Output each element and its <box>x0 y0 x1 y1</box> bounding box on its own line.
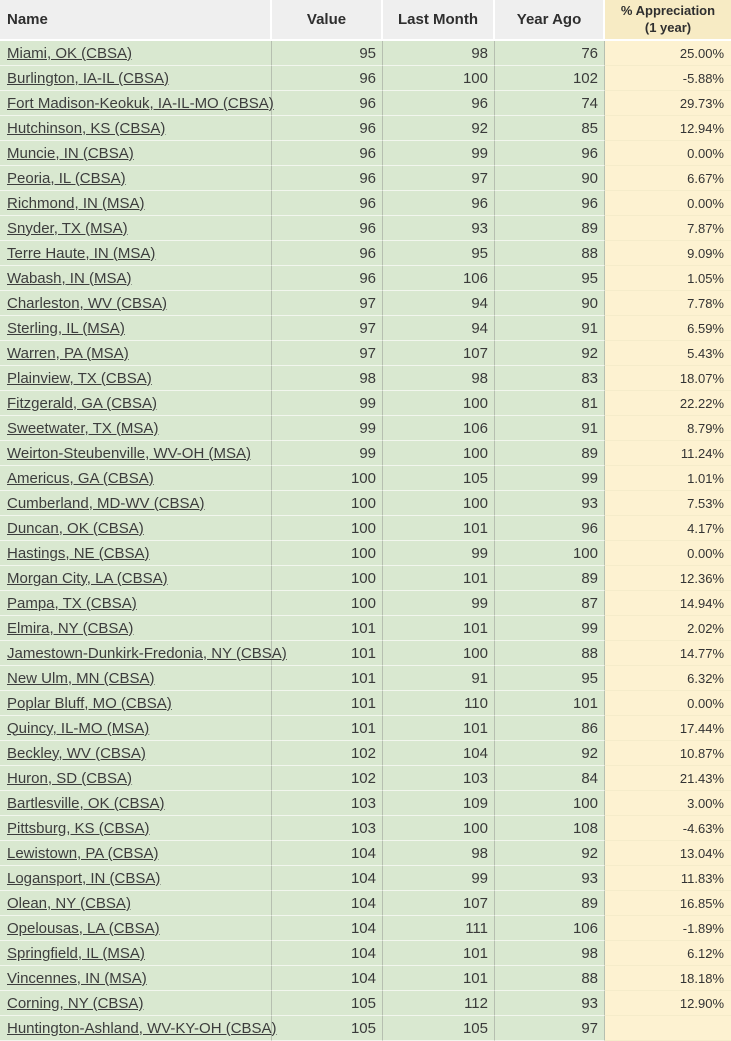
cell-last-month: 99 <box>383 591 495 616</box>
cell-name <box>0 416 272 441</box>
cell-name <box>0 816 272 841</box>
cell-year-ago: 95 <box>495 666 605 691</box>
region-link[interactable]: Elmira, NY (CBSA) <box>7 619 134 637</box>
cell-value: 104 <box>272 916 383 941</box>
cell-value: 96 <box>272 191 383 216</box>
cell-appreciation <box>605 1016 731 1041</box>
cell-year-ago: 89 <box>495 566 605 591</box>
cell-year-ago: 88 <box>495 641 605 666</box>
cell-last-month: 100 <box>383 816 495 841</box>
cell-value: 96 <box>272 141 383 166</box>
cell-last-month: 93 <box>383 216 495 241</box>
cell-name <box>0 916 272 941</box>
cell-name <box>0 116 272 141</box>
region-link[interactable]: Fitzgerald, GA (CBSA) <box>7 394 158 412</box>
cell-name <box>0 391 272 416</box>
cell-last-month: 110 <box>383 691 495 716</box>
table-row <box>0 741 731 766</box>
cell-value: 101 <box>272 691 383 716</box>
cell-year-ago: 98 <box>495 941 605 966</box>
region-link[interactable]: Warren, PA (MSA) <box>7 344 129 362</box>
cell-appreciation: 11.24% <box>605 441 731 466</box>
region-link[interactable]: Burlington, IA-IL (CBSA) <box>7 69 170 87</box>
region-link[interactable]: Logansport, IN (CBSA) <box>7 869 161 887</box>
region-link[interactable]: Beckley, WV (CBSA) <box>7 744 146 762</box>
table-row <box>0 991 731 1016</box>
cell-appreciation: -5.88% <box>605 66 731 91</box>
cell-appreciation: -4.63% <box>605 816 731 841</box>
region-link[interactable]: Bartlesville, OK (CBSA) <box>7 794 165 812</box>
table-row <box>0 816 731 841</box>
cell-last-month: 105 <box>383 466 495 491</box>
table-row <box>0 716 731 741</box>
cell-last-month: 100 <box>383 391 495 416</box>
cell-value: 100 <box>272 566 383 591</box>
cell-year-ago: 93 <box>495 491 605 516</box>
cell-last-month: 99 <box>383 866 495 891</box>
cell-year-ago: 93 <box>495 866 605 891</box>
cell-name <box>0 316 272 341</box>
cell-appreciation: 11.83% <box>605 866 731 891</box>
cell-name <box>0 441 272 466</box>
region-link[interactable]: Olean, NY (CBSA) <box>7 894 131 912</box>
region-link[interactable]: Morgan City, LA (CBSA) <box>7 569 168 587</box>
cell-last-month: 100 <box>383 441 495 466</box>
table-row <box>0 966 731 991</box>
region-link[interactable]: Vincennes, IN (MSA) <box>7 969 147 987</box>
cell-name <box>0 491 272 516</box>
cell-year-ago: 101 <box>495 691 605 716</box>
table-row <box>0 191 731 216</box>
cell-appreciation: 12.36% <box>605 566 731 591</box>
table-row <box>0 91 731 116</box>
column-header-year-ago: Year Ago <box>495 0 605 41</box>
region-link[interactable]: Sweetwater, TX (MSA) <box>7 419 159 437</box>
table-row <box>0 316 731 341</box>
cell-value: 96 <box>272 66 383 91</box>
table-row <box>0 241 731 266</box>
cell-value: 96 <box>272 116 383 141</box>
cell-appreciation: 6.67% <box>605 166 731 191</box>
cell-name <box>0 741 272 766</box>
cell-value: 99 <box>272 391 383 416</box>
region-link[interactable]: Muncie, IN (CBSA) <box>7 144 134 162</box>
cell-appreciation: 29.73% <box>605 91 731 116</box>
cell-year-ago: 90 <box>495 166 605 191</box>
table-row <box>0 166 731 191</box>
cell-year-ago: 85 <box>495 116 605 141</box>
header-row <box>0 0 731 41</box>
region-link[interactable]: Plainview, TX (CBSA) <box>7 369 152 387</box>
cell-name <box>0 366 272 391</box>
cell-name <box>0 716 272 741</box>
region-link[interactable]: Hastings, NE (CBSA) <box>7 544 150 562</box>
cell-value: 100 <box>272 516 383 541</box>
cell-appreciation: 0.00% <box>605 191 731 216</box>
cell-name <box>0 166 272 191</box>
cell-year-ago: 96 <box>495 516 605 541</box>
cell-appreciation: 22.22% <box>605 391 731 416</box>
region-link[interactable]: Charleston, WV (CBSA) <box>7 294 168 312</box>
cell-last-month: 96 <box>383 91 495 116</box>
cell-last-month: 94 <box>383 316 495 341</box>
table-row <box>0 666 731 691</box>
cell-name <box>0 266 272 291</box>
cell-appreciation: 21.43% <box>605 766 731 791</box>
cell-last-month: 98 <box>383 841 495 866</box>
cell-value: 105 <box>272 1016 383 1041</box>
region-link[interactable]: Cumberland, MD-WV (CBSA) <box>7 494 205 512</box>
table-row <box>0 766 731 791</box>
cell-name <box>0 791 272 816</box>
table-row <box>0 916 731 941</box>
cell-name <box>0 41 272 66</box>
cell-last-month: 103 <box>383 766 495 791</box>
cell-name <box>0 566 272 591</box>
region-link[interactable]: Huron, SD (CBSA) <box>7 769 133 787</box>
cell-name <box>0 516 272 541</box>
cell-year-ago: 91 <box>495 416 605 441</box>
cell-value: 103 <box>272 816 383 841</box>
table-row <box>0 216 731 241</box>
region-link[interactable]: Weirton-Steubenville, WV-OH (MSA) <box>7 444 251 462</box>
table-row <box>0 41 731 66</box>
table-row <box>0 341 731 366</box>
region-link[interactable]: Fort Madison-Keokuk, IA-IL-MO (CBSA) <box>7 94 274 112</box>
cell-value: 101 <box>272 616 383 641</box>
cell-value: 97 <box>272 341 383 366</box>
cell-value: 95 <box>272 41 383 66</box>
cell-last-month: 107 <box>383 341 495 366</box>
cell-year-ago: 83 <box>495 366 605 391</box>
cell-value: 104 <box>272 841 383 866</box>
region-link[interactable]: Sterling, IL (MSA) <box>7 319 125 337</box>
table-row <box>0 491 731 516</box>
region-link[interactable]: Opelousas, LA (CBSA) <box>7 919 160 937</box>
cell-last-month: 101 <box>383 716 495 741</box>
cell-name <box>0 241 272 266</box>
cell-name <box>0 591 272 616</box>
cell-year-ago: 99 <box>495 616 605 641</box>
cell-name <box>0 91 272 116</box>
cell-name <box>0 341 272 366</box>
region-link[interactable]: Richmond, IN (MSA) <box>7 194 145 212</box>
cell-year-ago: 92 <box>495 841 605 866</box>
cell-appreciation: 1.01% <box>605 466 731 491</box>
cell-value: 102 <box>272 766 383 791</box>
cell-last-month: 100 <box>383 491 495 516</box>
cell-appreciation: 6.12% <box>605 941 731 966</box>
region-link[interactable]: Miami, OK (CBSA) <box>7 44 133 62</box>
table-row <box>0 1016 731 1041</box>
table-row <box>0 941 731 966</box>
cell-last-month: 100 <box>383 641 495 666</box>
cell-name <box>0 66 272 91</box>
cell-name <box>0 966 272 991</box>
cell-appreciation: 9.09% <box>605 241 731 266</box>
cell-last-month: 97 <box>383 166 495 191</box>
cell-year-ago: 102 <box>495 66 605 91</box>
cell-appreciation: 2.02% <box>605 616 731 641</box>
table-row <box>0 566 731 591</box>
cell-year-ago: 88 <box>495 241 605 266</box>
table-row <box>0 841 731 866</box>
cell-value: 96 <box>272 216 383 241</box>
cell-appreciation: 14.94% <box>605 591 731 616</box>
cell-appreciation: 1.05% <box>605 266 731 291</box>
cell-appreciation: 3.00% <box>605 791 731 816</box>
cell-year-ago: 93 <box>495 991 605 1016</box>
cell-year-ago: 90 <box>495 291 605 316</box>
cell-year-ago: 74 <box>495 91 605 116</box>
table-row <box>0 141 731 166</box>
region-link[interactable]: Lewistown, PA (CBSA) <box>7 844 159 862</box>
cell-name <box>0 991 272 1016</box>
cell-last-month: 107 <box>383 891 495 916</box>
region-link[interactable]: Duncan, OK (CBSA) <box>7 519 144 537</box>
cell-value: 104 <box>272 866 383 891</box>
cell-value: 102 <box>272 741 383 766</box>
cell-appreciation: -1.89% <box>605 916 731 941</box>
cell-last-month: 104 <box>383 741 495 766</box>
cell-appreciation: 13.04% <box>605 841 731 866</box>
cell-year-ago: 89 <box>495 216 605 241</box>
cell-year-ago: 88 <box>495 966 605 991</box>
cell-name <box>0 641 287 666</box>
cell-last-month: 106 <box>383 416 495 441</box>
cell-last-month: 96 <box>383 191 495 216</box>
region-link[interactable]: Hutchinson, KS (CBSA) <box>7 119 166 137</box>
cell-name <box>0 191 272 216</box>
table-body <box>0 41 731 1041</box>
cell-year-ago: 92 <box>495 741 605 766</box>
column-header-name: Name <box>0 0 272 41</box>
table-row <box>0 891 731 916</box>
cell-year-ago: 87 <box>495 591 605 616</box>
cell-appreciation: 7.78% <box>605 291 731 316</box>
cell-appreciation: 16.85% <box>605 891 731 916</box>
cell-year-ago: 92 <box>495 341 605 366</box>
cell-year-ago: 89 <box>495 441 605 466</box>
table-row <box>0 866 731 891</box>
cell-value: 103 <box>272 791 383 816</box>
region-link[interactable]: Snyder, TX (MSA) <box>7 219 128 237</box>
cell-last-month: 101 <box>383 516 495 541</box>
table-row <box>0 116 731 141</box>
region-link[interactable]: Poplar Bluff, MO (CBSA) <box>7 694 172 712</box>
cell-value: 97 <box>272 291 383 316</box>
cell-value: 96 <box>272 241 383 266</box>
region-link[interactable]: Americus, GA (CBSA) <box>7 469 154 487</box>
region-link[interactable]: Huntington-Ashland, WV-KY-OH (CBSA) <box>7 1019 277 1037</box>
cell-value: 100 <box>272 541 383 566</box>
cell-last-month: 105 <box>383 1016 495 1041</box>
cell-appreciation: 12.90% <box>605 991 731 1016</box>
cell-appreciation: 0.00% <box>605 691 731 716</box>
cell-value: 100 <box>272 591 383 616</box>
cell-year-ago: 106 <box>495 916 605 941</box>
cell-appreciation: 10.87% <box>605 741 731 766</box>
cell-last-month: 98 <box>383 41 495 66</box>
cell-value: 104 <box>272 966 383 991</box>
cell-year-ago: 100 <box>495 791 605 816</box>
cell-year-ago: 84 <box>495 766 605 791</box>
cell-appreciation: 7.53% <box>605 491 731 516</box>
cell-year-ago: 100 <box>495 541 605 566</box>
cell-last-month: 99 <box>383 541 495 566</box>
cell-value: 104 <box>272 941 383 966</box>
table-row <box>0 641 731 666</box>
region-link[interactable]: Wabash, IN (MSA) <box>7 269 132 287</box>
cell-last-month: 100 <box>383 66 495 91</box>
cell-value: 101 <box>272 716 383 741</box>
cell-name <box>0 891 272 916</box>
cell-last-month: 101 <box>383 616 495 641</box>
cell-last-month: 111 <box>383 916 495 941</box>
table-header <box>0 0 731 41</box>
cell-name <box>0 841 272 866</box>
table-row <box>0 541 731 566</box>
cell-name <box>0 1016 277 1041</box>
cell-value: 101 <box>272 641 383 666</box>
region-link[interactable]: New Ulm, MN (CBSA) <box>7 669 155 687</box>
cell-last-month: 101 <box>383 566 495 591</box>
cell-last-month: 91 <box>383 666 495 691</box>
region-link[interactable]: Peoria, IL (CBSA) <box>7 169 126 187</box>
cell-year-ago: 96 <box>495 191 605 216</box>
cell-appreciation: 18.18% <box>605 966 731 991</box>
table-row <box>0 516 731 541</box>
table-row <box>0 266 731 291</box>
cell-appreciation: 17.44% <box>605 716 731 741</box>
cell-last-month: 94 <box>383 291 495 316</box>
cell-appreciation: 6.32% <box>605 666 731 691</box>
cell-name <box>0 616 272 641</box>
cell-value: 97 <box>272 316 383 341</box>
cell-value: 99 <box>272 441 383 466</box>
cell-year-ago: 81 <box>495 391 605 416</box>
column-header-last-month: Last Month <box>383 0 495 41</box>
region-link[interactable]: Corning, NY (CBSA) <box>7 994 144 1012</box>
column-header-value: Value <box>272 0 383 41</box>
cell-appreciation: 25.00% <box>605 41 731 66</box>
cell-appreciation: 6.59% <box>605 316 731 341</box>
cell-value: 96 <box>272 91 383 116</box>
cell-name <box>0 866 272 891</box>
cell-year-ago: 89 <box>495 891 605 916</box>
region-link[interactable]: Quincy, IL-MO (MSA) <box>7 719 150 737</box>
cell-year-ago: 76 <box>495 41 605 66</box>
cell-last-month: 92 <box>383 116 495 141</box>
cell-value: 98 <box>272 366 383 391</box>
cell-value: 100 <box>272 466 383 491</box>
cell-name <box>0 291 272 316</box>
cell-last-month: 109 <box>383 791 495 816</box>
cell-value: 104 <box>272 891 383 916</box>
cell-name <box>0 691 272 716</box>
cell-name <box>0 766 272 791</box>
cell-year-ago: 95 <box>495 266 605 291</box>
cell-name <box>0 941 272 966</box>
table-row <box>0 591 731 616</box>
cell-name <box>0 666 272 691</box>
column-header-appreciation: % Appreciation (1 year) <box>605 0 731 41</box>
table-row <box>0 366 731 391</box>
region-link[interactable]: Pittsburg, KS (CBSA) <box>7 819 150 837</box>
cell-year-ago: 108 <box>495 816 605 841</box>
cell-appreciation: 0.00% <box>605 541 731 566</box>
cell-last-month: 106 <box>383 266 495 291</box>
table-row <box>0 691 731 716</box>
cell-year-ago: 96 <box>495 141 605 166</box>
cell-year-ago: 86 <box>495 716 605 741</box>
cell-appreciation: 14.77% <box>605 641 731 666</box>
cell-name <box>0 141 272 166</box>
region-link[interactable]: Jamestown-Dunkirk-Fredonia, NY (CBSA) <box>7 644 287 662</box>
cell-name <box>0 541 272 566</box>
cell-name <box>0 466 272 491</box>
cell-name <box>0 216 272 241</box>
table-row <box>0 441 731 466</box>
table-row <box>0 616 731 641</box>
table-row <box>0 291 731 316</box>
cell-value: 99 <box>272 416 383 441</box>
cell-value: 101 <box>272 666 383 691</box>
cell-value: 105 <box>272 991 383 1016</box>
table-row <box>0 66 731 91</box>
region-link[interactable]: Springfield, IL (MSA) <box>7 944 145 962</box>
table-row <box>0 791 731 816</box>
table-row <box>0 466 731 491</box>
cell-year-ago: 97 <box>495 1016 605 1041</box>
cell-appreciation: 18.07% <box>605 366 731 391</box>
cell-appreciation: 7.87% <box>605 216 731 241</box>
cell-appreciation: 5.43% <box>605 341 731 366</box>
cell-appreciation: 0.00% <box>605 141 731 166</box>
cell-appreciation: 8.79% <box>605 416 731 441</box>
table-row <box>0 391 731 416</box>
cell-last-month: 112 <box>383 991 495 1016</box>
region-link[interactable]: Terre Haute, IN (MSA) <box>7 244 156 262</box>
cell-last-month: 101 <box>383 941 495 966</box>
cell-value: 96 <box>272 266 383 291</box>
cell-value: 100 <box>272 491 383 516</box>
table-row <box>0 416 731 441</box>
cell-appreciation: 4.17% <box>605 516 731 541</box>
cell-last-month: 95 <box>383 241 495 266</box>
cell-last-month: 99 <box>383 141 495 166</box>
cell-appreciation: 12.94% <box>605 116 731 141</box>
cell-year-ago: 91 <box>495 316 605 341</box>
cell-last-month: 101 <box>383 966 495 991</box>
cell-value: 96 <box>272 166 383 191</box>
cell-year-ago: 99 <box>495 466 605 491</box>
cell-last-month: 98 <box>383 366 495 391</box>
region-link[interactable]: Pampa, TX (CBSA) <box>7 594 137 612</box>
